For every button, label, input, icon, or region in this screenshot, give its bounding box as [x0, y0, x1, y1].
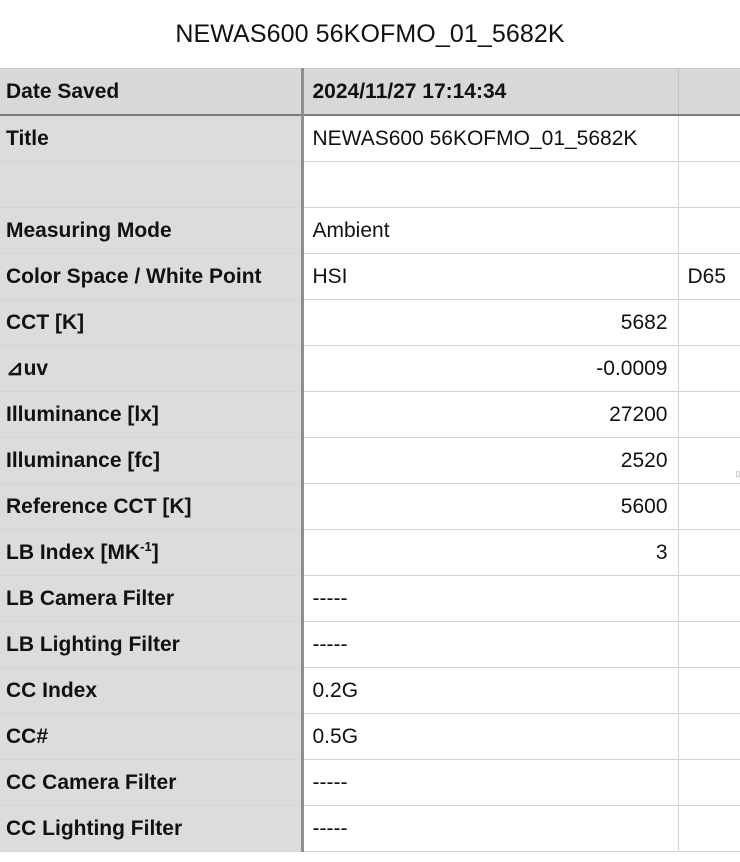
- row-value-reference-cct[interactable]: 5600: [302, 484, 678, 530]
- row-label-cc-index[interactable]: CC Index: [0, 668, 302, 714]
- table-row-cc-index: [0, 668, 740, 714]
- lb-index-label-superscript: -1: [140, 538, 152, 554]
- table-row-empty: [0, 162, 740, 208]
- header-label-cell[interactable]: Date Saved: [0, 69, 302, 116]
- lb-index-label-bracket: ]: [151, 540, 159, 564]
- row-label-cc-number[interactable]: CC#: [0, 714, 302, 760]
- page-title: NEWAS600 56KOFMO_01_5682K: [175, 20, 565, 48]
- row-label-cct[interactable]: CCT [K]: [0, 300, 302, 346]
- row-value-empty[interactable]: [302, 162, 678, 208]
- measurement-table: [0, 68, 740, 852]
- row-label-lb-index[interactable]: [0, 530, 302, 576]
- row-extra-lb-camera-filter[interactable]: [678, 576, 740, 622]
- table-row-cc-lighting-filter: [0, 806, 740, 852]
- row-label-empty[interactable]: [0, 162, 302, 208]
- row-value-duv[interactable]: -0.0009: [302, 346, 678, 392]
- table-row-lb-lighting-filter: [0, 622, 740, 668]
- table-row-cc-camera-filter: [0, 760, 740, 806]
- row-extra-cct[interactable]: [678, 300, 740, 346]
- row-label-cc-camera-filter[interactable]: CC Camera Filter: [0, 760, 302, 806]
- row-extra-illuminance-fc[interactable]: [678, 438, 740, 484]
- row-value-measuring-mode[interactable]: Ambient: [302, 208, 678, 254]
- row-extra-reference-cct[interactable]: [678, 484, 740, 530]
- row-extra-lb-lighting-filter[interactable]: [678, 622, 740, 668]
- table-row-cc-number: [0, 714, 740, 760]
- table-row-duv: [0, 346, 740, 392]
- row-value-lb-camera-filter[interactable]: -----: [302, 576, 678, 622]
- header-extra-cell[interactable]: [678, 69, 740, 116]
- row-value-cc-number[interactable]: 0.5G: [302, 714, 678, 760]
- row-extra-lb-index[interactable]: [678, 530, 740, 576]
- row-label-illuminance-fc[interactable]: Illuminance [fc]: [0, 438, 302, 484]
- row-label-measuring-mode[interactable]: Measuring Mode: [0, 208, 302, 254]
- row-extra-cc-number[interactable]: [678, 714, 740, 760]
- lb-index-label-text: LB Index [MK: [6, 540, 141, 564]
- row-value-color-space[interactable]: HSI: [302, 254, 678, 300]
- row-extra-title[interactable]: [678, 115, 740, 162]
- row-extra-duv[interactable]: [678, 346, 740, 392]
- row-label-title[interactable]: Title: [0, 115, 302, 162]
- row-label-illuminance-lx[interactable]: Illuminance [lx]: [0, 392, 302, 438]
- row-value-cc-lighting-filter[interactable]: -----: [302, 806, 678, 852]
- table-header-row: [0, 69, 740, 116]
- row-extra-cc-camera-filter[interactable]: [678, 760, 740, 806]
- row-label-lb-camera-filter[interactable]: LB Camera Filter: [0, 576, 302, 622]
- header-value-cell[interactable]: 2024/11/27 17:14:34: [302, 69, 678, 116]
- row-label-duv[interactable]: ⊿uv: [0, 346, 302, 392]
- table-row-illuminance-lx: [0, 392, 740, 438]
- table-row-cct: [0, 300, 740, 346]
- row-extra-illuminance-lx[interactable]: [678, 392, 740, 438]
- row-value-illuminance-lx[interactable]: 27200: [302, 392, 678, 438]
- table-row-lb-camera-filter: [0, 576, 740, 622]
- table-row-reference-cct: [0, 484, 740, 530]
- table-row-color-space: [0, 254, 740, 300]
- row-label-reference-cct[interactable]: Reference CCT [K]: [0, 484, 302, 530]
- row-extra-measuring-mode[interactable]: [678, 208, 740, 254]
- row-value-lb-lighting-filter[interactable]: -----: [302, 622, 678, 668]
- table-row-illuminance-fc: [0, 438, 740, 484]
- row-value-lb-index[interactable]: 3: [302, 530, 678, 576]
- row-value-illuminance-fc[interactable]: 2520: [302, 438, 678, 484]
- row-extra-cc-index[interactable]: [678, 668, 740, 714]
- row-label-lb-lighting-filter[interactable]: LB Lighting Filter: [0, 622, 302, 668]
- row-value-title[interactable]: NEWAS600 56KOFMO_01_5682K: [302, 115, 678, 162]
- row-label-color-space[interactable]: Color Space / White Point: [0, 254, 302, 300]
- row-value-cct[interactable]: 5682: [302, 300, 678, 346]
- row-label-cc-lighting-filter[interactable]: CC Lighting Filter: [0, 806, 302, 852]
- row-extra-empty[interactable]: [678, 162, 740, 208]
- table-row-measuring-mode: [0, 208, 740, 254]
- row-value-cc-camera-filter[interactable]: -----: [302, 760, 678, 806]
- cell-overflow-marker: ▯: [736, 471, 740, 478]
- row-value-cc-index[interactable]: 0.2G: [302, 668, 678, 714]
- row-extra-cc-lighting-filter[interactable]: [678, 806, 740, 852]
- table-row-title: [0, 115, 740, 162]
- table-row-lb-index: [0, 530, 740, 576]
- row-extra-white-point[interactable]: D65: [678, 254, 740, 300]
